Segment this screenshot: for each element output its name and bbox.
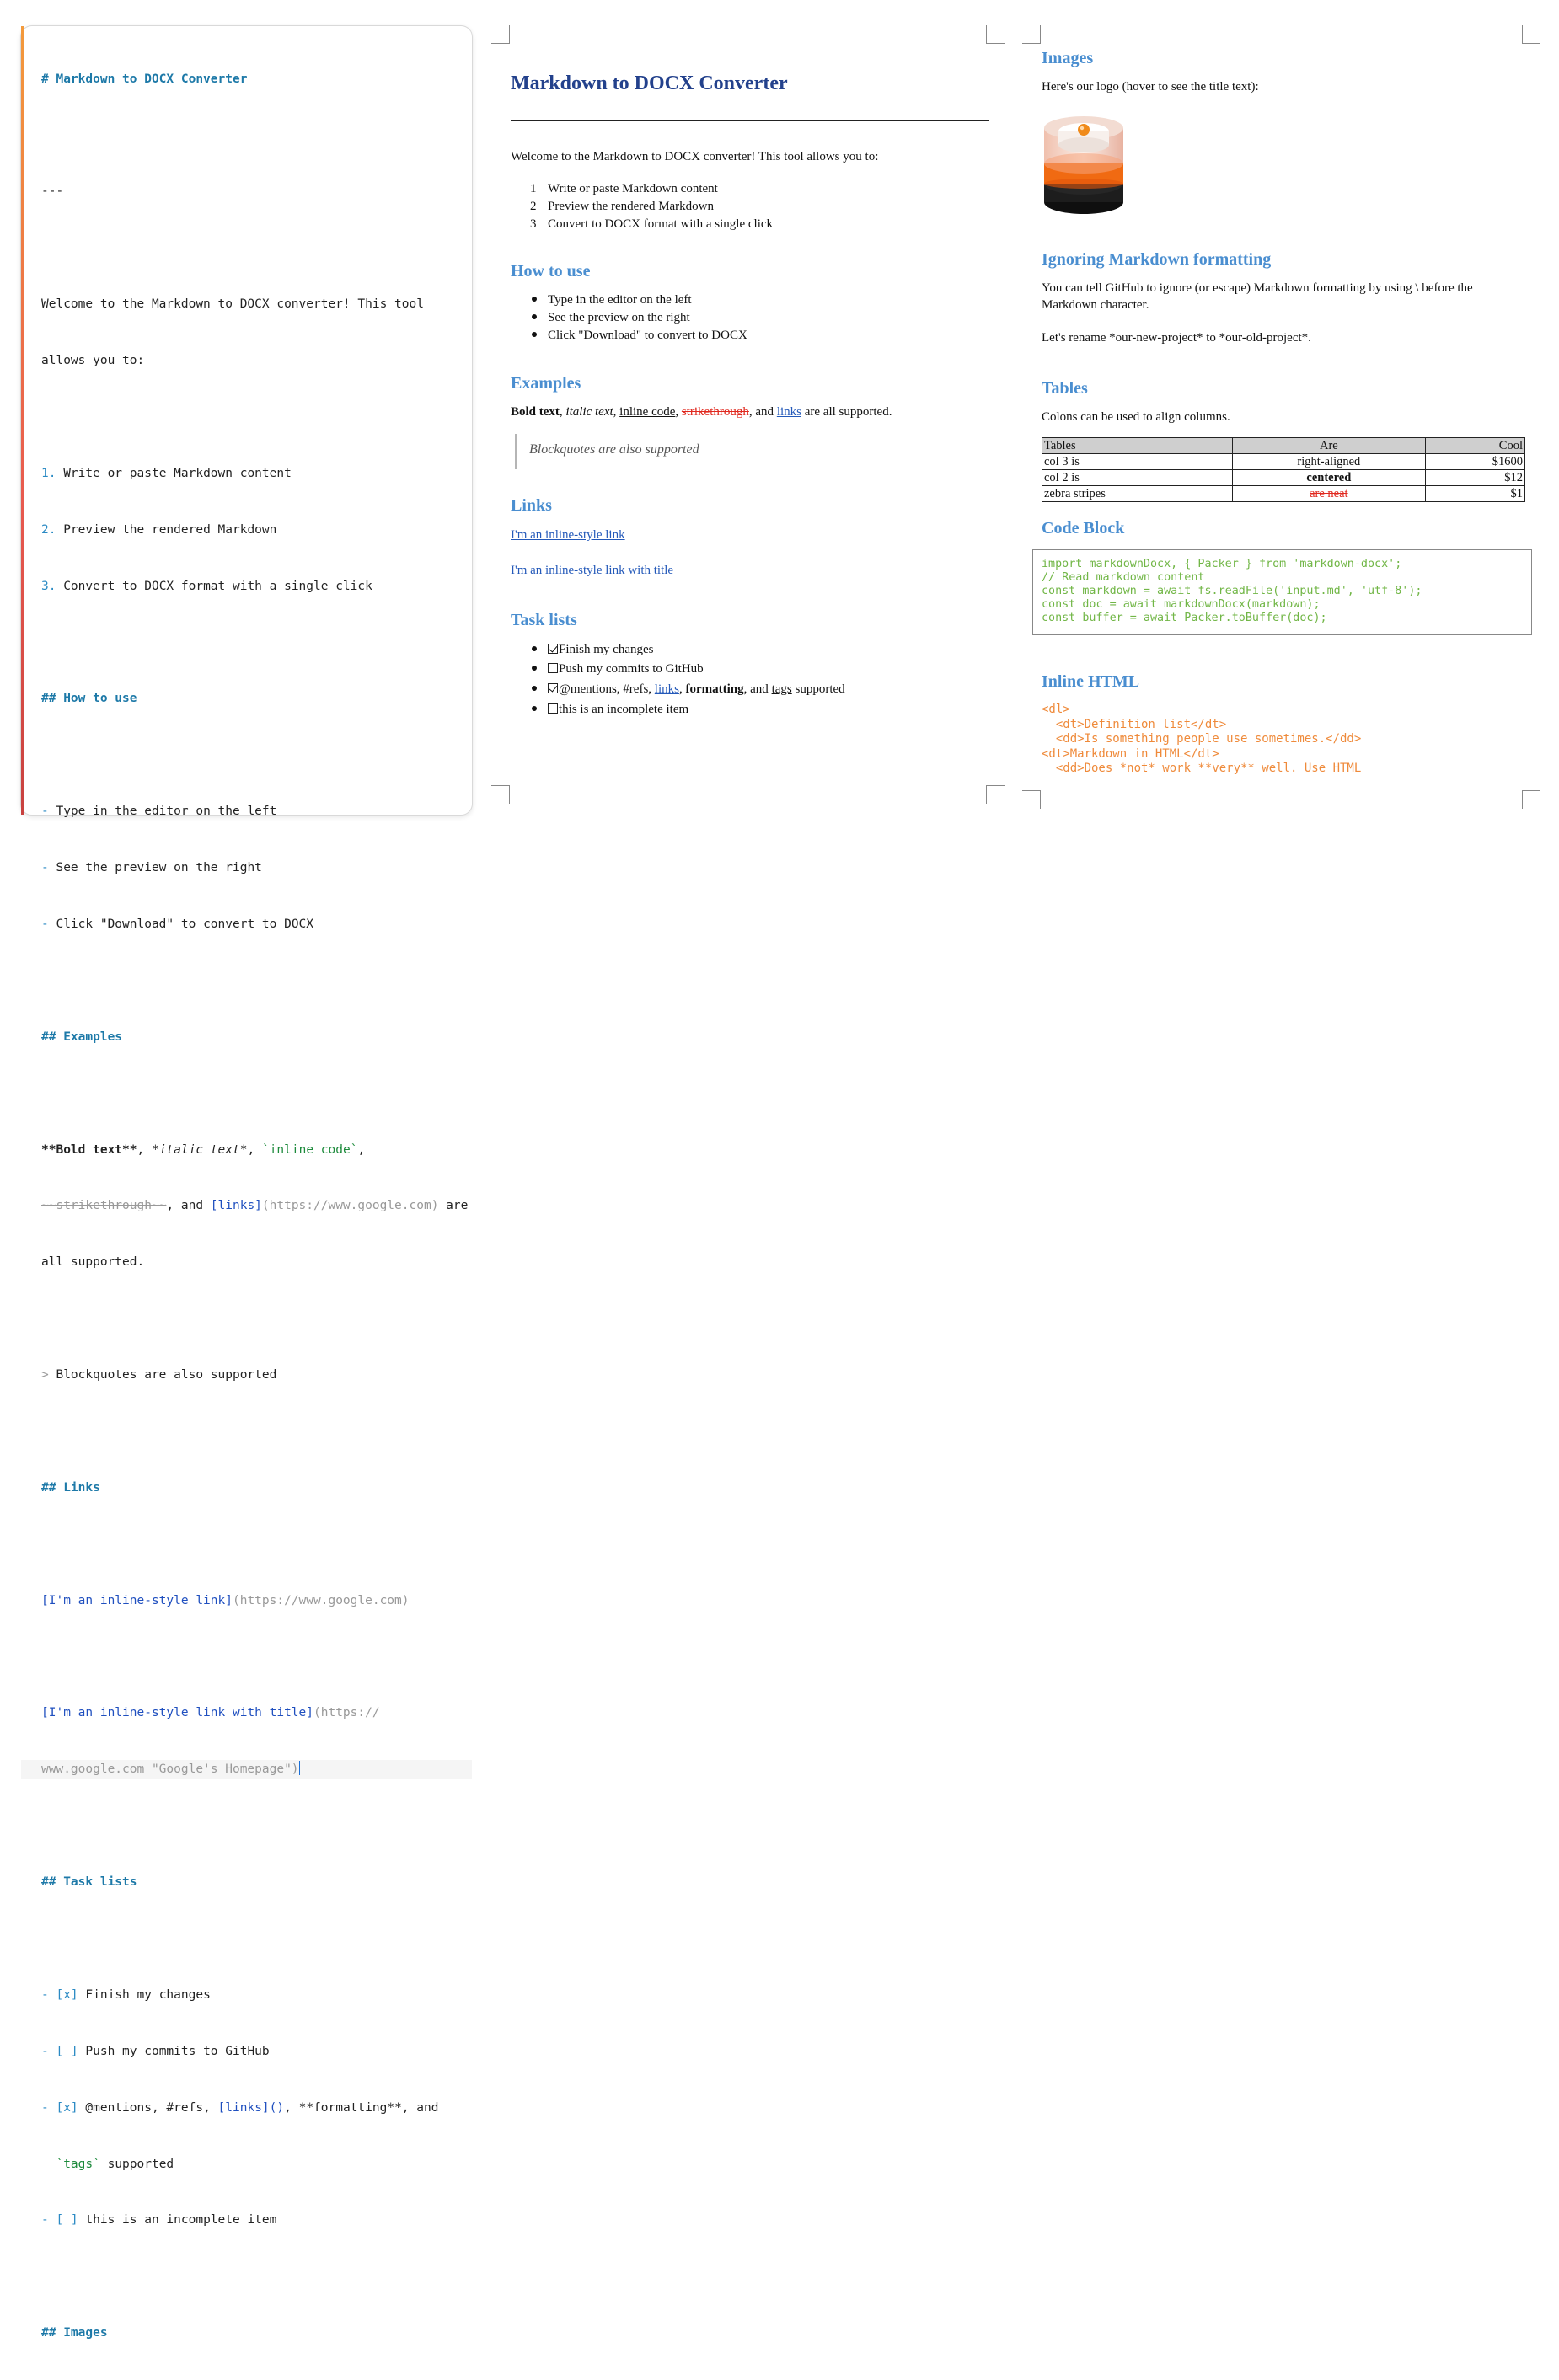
- logo-image: [1042, 110, 1126, 216]
- md-sep: ,: [357, 1142, 366, 1157]
- ex-end: are all supported.: [801, 405, 892, 419]
- examples-line: [511, 404, 892, 420]
- table-header-cell: Tables: [1042, 438, 1233, 454]
- table-cell: centered: [1232, 470, 1426, 486]
- task-text: @mentions, #refs,: [559, 682, 655, 696]
- bullet: [532, 646, 537, 651]
- code-line: import markdownDocx, { Packer } from 'markdown-docx';: [1042, 558, 1402, 570]
- md-link1: [I'm an inline-style link]: [41, 1593, 233, 1607]
- md-h1: # Markdown to DOCX Converter: [41, 72, 248, 86]
- task-text: , and: [743, 682, 772, 696]
- md-italic: *italic text*: [151, 1142, 248, 1157]
- html-line: <dd>Does *not* work **very** well. Use HTML: [1042, 762, 1362, 775]
- md-list-item: Write or paste Markdown content: [63, 466, 292, 480]
- md-list-item: Convert to DOCX format with a single click: [63, 579, 372, 593]
- ex-sep: ,: [613, 405, 620, 419]
- code-line: const markdown = await fs.readFile('input.md', 'utf-8');: [1042, 585, 1422, 597]
- md-list-item: Preview the rendered Markdown: [63, 522, 277, 537]
- task-text: supported: [791, 682, 845, 696]
- md-intro-2: allows you to:: [41, 354, 145, 368]
- md-task: @mentions, #refs,: [78, 2100, 218, 2115]
- step-2: Preview the rendered Markdown: [548, 200, 715, 213]
- crop-mark: [1022, 25, 1041, 44]
- table-cell: right-aligned: [1232, 454, 1426, 470]
- md-sep: ,: [137, 1142, 152, 1157]
- data-table: [1042, 437, 1525, 502]
- heading-images: Images: [1042, 49, 1094, 67]
- md-task: Finish my changes: [78, 1987, 211, 2002]
- md-list-marker: 3.: [41, 579, 56, 593]
- table-cell: col 2 is: [1042, 470, 1233, 486]
- md-task-box: [ ]: [56, 2044, 78, 2058]
- doc-title: Markdown to DOCX Converter: [511, 72, 788, 94]
- md-task-box: [ ]: [56, 2213, 78, 2228]
- md-task-link: [links](): [217, 2100, 285, 2115]
- step-1: Write or paste Markdown content: [548, 182, 718, 195]
- crop-mark: [1522, 25, 1540, 44]
- ex-link[interactable]: links: [776, 405, 801, 419]
- bullet: [532, 686, 537, 691]
- md-all-supported: all supported.: [41, 1255, 145, 1270]
- link-with-title[interactable]: I'm an inline-style link with title: [511, 564, 674, 577]
- md-h2-links: ## Links: [41, 1480, 100, 1495]
- task-text: this is an incomplete item: [559, 703, 689, 716]
- bullet: [532, 666, 537, 671]
- md-list-item: Click "Download" to convert to DOCX: [56, 917, 314, 931]
- md-link2-url-a: (https://: [313, 1706, 380, 1720]
- editor-accent-bar: [21, 26, 24, 815]
- checkbox-unchecked[interactable]: [548, 703, 558, 714]
- heading-ignoring-markdown: Ignoring Markdown formatting: [1042, 250, 1272, 269]
- inline-html-code: [1042, 703, 1361, 777]
- heading-inline-html: Inline HTML: [1042, 672, 1140, 691]
- md-bq-marker: >: [41, 1368, 49, 1383]
- num-1: 1: [530, 182, 537, 195]
- checkbox-unchecked[interactable]: [548, 663, 558, 673]
- code-line: const doc = await markdownDocx(markdown);: [1042, 598, 1321, 611]
- md-inline-code: `inline code`: [261, 1142, 358, 1157]
- md-list-item: See the preview on the right: [56, 861, 262, 875]
- md-task: this is an incomplete item: [78, 2213, 277, 2228]
- table-row: [1042, 470, 1525, 486]
- html-line: <dt>Markdown in HTML</dt>: [1042, 746, 1219, 761]
- md-strike: ~~strikethrough~~: [41, 1199, 167, 1213]
- md-task-box: [x]: [56, 2100, 78, 2115]
- table-row: [1042, 486, 1525, 502]
- checkbox-checked[interactable]: [548, 644, 558, 654]
- images-text: Here's our logo (hover to see the title text):: [1042, 80, 1259, 94]
- horizontal-rule: [511, 120, 989, 121]
- ex-and: , and: [748, 405, 777, 419]
- md-blockquote: Blockquotes are also supported: [48, 1368, 277, 1383]
- md-dash: -: [41, 917, 49, 931]
- ignore-text: You can tell GitHub to ignore (or escape) Markdown formatting by using \ before the Markdown character.: [1042, 281, 1473, 312]
- crop-mark: [491, 785, 510, 804]
- md-dash: -: [41, 861, 49, 875]
- how-item: Click "Download" to convert to DOCX: [548, 329, 747, 342]
- table-cell: $12: [1426, 470, 1525, 486]
- md-intro-1: Welcome to the Markdown to DOCX converter! This tool: [41, 297, 424, 312]
- task-text: ,: [678, 682, 686, 696]
- md-dash: -: [41, 2044, 49, 2058]
- step-3: Convert to DOCX format with a single click: [548, 217, 774, 231]
- task-link[interactable]: links: [654, 682, 679, 696]
- html-line: <dd>Is something people use sometimes.</dd>: [1042, 732, 1362, 746]
- crop-mark: [986, 785, 1005, 804]
- rename-text: Let's rename *our-new-project* to *our-old-project*.: [1042, 331, 1311, 345]
- md-dash: -: [41, 2213, 49, 2228]
- table-cell: $1: [1426, 486, 1525, 502]
- html-line: <dt>Definition list</dt>: [1042, 717, 1227, 731]
- md-task-code: `tags`: [56, 2157, 100, 2171]
- how-item: See the preview on the right: [548, 311, 690, 324]
- heading-links: Links: [511, 496, 552, 515]
- crop-mark: [491, 25, 510, 44]
- ex-bold: Bold text: [511, 405, 560, 419]
- table-row: [1042, 454, 1525, 470]
- num-3: 3: [530, 217, 537, 231]
- current-line[interactable]: [21, 1760, 472, 1778]
- task-item: [548, 701, 688, 718]
- text-caret: [299, 1761, 300, 1775]
- table-header-cell: Cool: [1426, 438, 1525, 454]
- crop-mark: [1022, 790, 1041, 809]
- md-link2: [I'm an inline-style link with title]: [41, 1706, 314, 1720]
- md-bold: **Bold text**: [41, 1142, 137, 1157]
- md-link2-url-b: www.google.com "Google's Homepage"): [41, 1762, 299, 1777]
- md-are: are: [438, 1199, 469, 1213]
- bullet: [532, 297, 537, 302]
- task-bold: formatting: [685, 682, 744, 696]
- ex-sep: ,: [675, 405, 682, 419]
- task-text: Push my commits to GitHub: [559, 662, 704, 676]
- ex-sep: ,: [559, 405, 566, 419]
- editor-code[interactable]: [41, 32, 469, 2380]
- table-cell: $1600: [1426, 454, 1525, 470]
- task-text: Finish my changes: [559, 643, 654, 656]
- markdown-editor[interactable]: [20, 25, 473, 2340]
- md-task: supported: [99, 2157, 174, 2171]
- ex-italic: italic text: [565, 405, 613, 419]
- md-sep: ,: [247, 1142, 262, 1157]
- md-url: (https://www.google.com): [261, 1199, 439, 1213]
- md-dash: -: [41, 805, 49, 819]
- tables-text: Colons can be used to align columns.: [1042, 410, 1230, 424]
- md-dash: -: [41, 1987, 49, 2002]
- md-task: Push my commits to GitHub: [78, 2044, 270, 2058]
- table-cell: col 3 is: [1042, 454, 1233, 470]
- table-cell: are neat: [1232, 486, 1426, 502]
- table-cell: zebra stripes: [1042, 486, 1233, 502]
- heading-task-lists: Task lists: [511, 611, 577, 629]
- blockquote: [515, 434, 699, 469]
- md-link: [links]: [210, 1199, 262, 1213]
- task-code: tags: [771, 682, 792, 696]
- md-list-marker: 1.: [41, 466, 56, 480]
- bullet: [532, 706, 537, 711]
- how-item: Type in the editor on the left: [548, 293, 692, 307]
- heading-tables: Tables: [1042, 379, 1088, 398]
- code-line: // Read markdown content: [1042, 571, 1205, 584]
- md-hr: ---: [41, 185, 64, 199]
- md-and: , and: [166, 1199, 211, 1213]
- table-header-row: [1042, 438, 1525, 454]
- md-dash: -: [41, 2100, 49, 2115]
- intro-text: Welcome to the Markdown to DOCX converter! This tool allows you to:: [511, 150, 879, 163]
- ex-inline-code: inline code: [619, 405, 676, 419]
- html-line: <dl>: [1042, 703, 1070, 716]
- num-2: 2: [530, 200, 537, 213]
- crop-mark: [986, 25, 1005, 44]
- code-line: const buffer = await Packer.toBuffer(doc);: [1042, 612, 1327, 624]
- link-inline[interactable]: I'm an inline-style link: [511, 528, 625, 542]
- heading-how-to-use: How to use: [511, 262, 591, 281]
- crop-mark: [1522, 790, 1540, 809]
- table-header-cell: Are: [1232, 438, 1426, 454]
- md-h2-images: ## Images: [41, 2326, 108, 2340]
- task-item: [548, 681, 845, 698]
- md-h2-tasks: ## Task lists: [41, 1875, 137, 1890]
- bullet: [532, 314, 537, 319]
- ex-strike: strikethrough: [681, 405, 749, 419]
- task-item: [548, 661, 704, 677]
- heading-examples: Examples: [511, 374, 581, 393]
- code-block: [1032, 549, 1532, 635]
- heading-code-block: Code Block: [1042, 519, 1125, 538]
- blockquote-text: Blockquotes are also supported: [529, 442, 699, 457]
- bullet: [532, 332, 537, 337]
- md-link1-url: (https://www.google.com): [232, 1593, 410, 1607]
- md-h2-how: ## How to use: [41, 692, 137, 706]
- md-list-marker: 2.: [41, 522, 56, 537]
- md-list-item: Type in the editor on the left: [56, 805, 277, 819]
- checkbox-checked[interactable]: [548, 683, 558, 693]
- md-task: , **formatting**, and: [284, 2100, 439, 2115]
- md-task-box: [x]: [56, 1987, 78, 2002]
- task-item: [548, 641, 654, 658]
- md-h2-examples: ## Examples: [41, 1030, 123, 1044]
